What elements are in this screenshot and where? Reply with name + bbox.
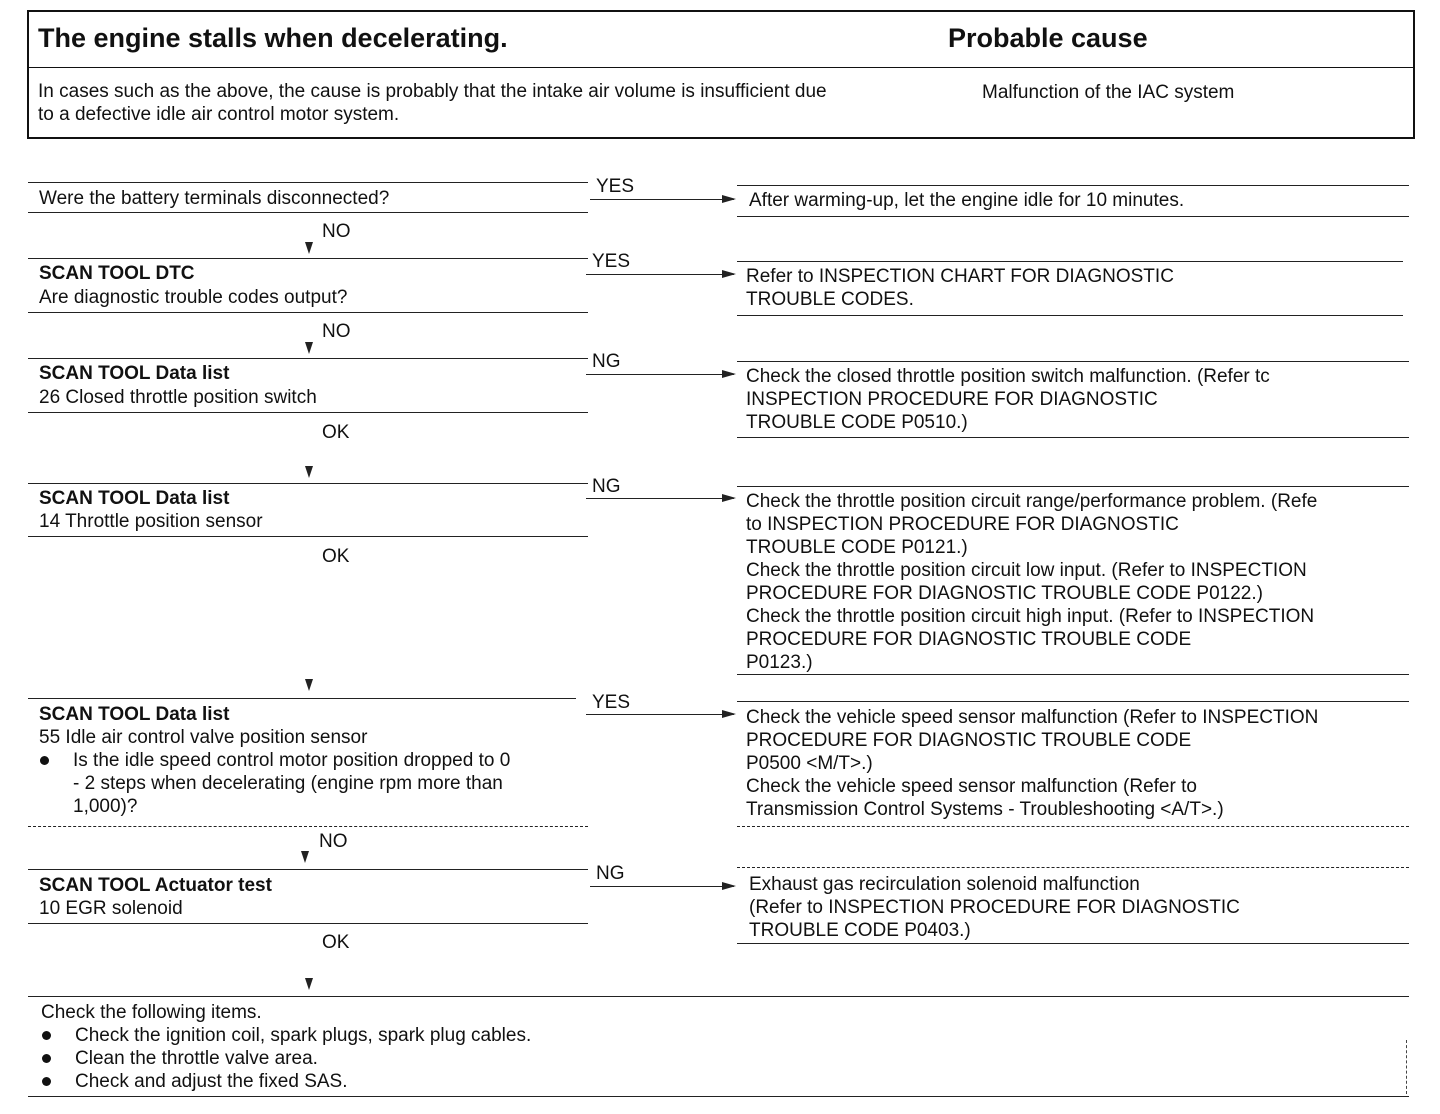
step-top-rule — [28, 483, 588, 484]
result-bottom-rule — [737, 943, 1409, 944]
result-line: INSPECTION PROCEDURE FOR DIAGNOSTIC — [746, 389, 1158, 410]
step-bullet — [36, 749, 510, 818]
bullet-item — [36, 749, 510, 818]
checklist-item: Check the ignition coil, spark plugs, spark plug cables. — [38, 1024, 531, 1047]
result-line: PROCEDURE FOR DIAGNOSTIC TROUBLE CODE — [746, 730, 1192, 751]
result-line: (Refer to INSPECTION PROCEDURE FOR DIAGNOSTIC — [749, 897, 1240, 918]
branch-arrow — [586, 714, 734, 715]
result-line: TROUBLE CODE P0121.) — [746, 537, 968, 558]
step-result — [746, 706, 1409, 821]
checklist-item: Clean the throttle valve area. — [38, 1047, 531, 1070]
header-divider — [27, 67, 1415, 68]
step-result — [746, 365, 1409, 434]
step-item: 26 Closed throttle position switch — [39, 387, 317, 408]
step-title: SCAN TOOL Data list — [39, 488, 230, 509]
result-top-rule — [737, 867, 1409, 868]
result-line: Transmission Control Systems - Troubleshooting <A/T>.) — [746, 799, 1224, 820]
branch-label-ng: NG — [596, 863, 625, 884]
bullet-line: 1,000)? — [73, 796, 138, 817]
step-bottom-rule — [28, 312, 588, 313]
result-bottom-rule — [737, 826, 1409, 827]
result-line: Exhaust gas recirculation solenoid malfunction — [749, 874, 1140, 895]
step-top-rule — [28, 258, 588, 259]
step-title: SCAN TOOL DTC — [39, 263, 195, 284]
bullet-line: - 2 steps when decelerating (engine rpm more than — [73, 773, 503, 794]
step-question: Were the battery terminals disconnected? — [39, 188, 390, 209]
step-bottom-rule — [28, 212, 588, 213]
final-top-rule — [28, 996, 1409, 997]
down-arrow-icon — [305, 679, 313, 691]
header-description-line: to a defective idle air control motor system. — [38, 104, 400, 125]
result-line: Check the throttle position circuit range/performance problem. (Refe — [746, 491, 1318, 512]
step-top-rule — [28, 358, 588, 359]
step-title: SCAN TOOL Data list — [39, 704, 230, 725]
result-top-rule — [737, 701, 1409, 702]
step-bottom-rule — [28, 536, 588, 537]
probable-cause-text: Malfunction of the IAC system — [982, 82, 1235, 103]
final-title: Check the following items. — [41, 1002, 262, 1023]
down-arrow-icon — [305, 466, 313, 478]
step-result — [746, 265, 1174, 311]
result-bottom-rule — [737, 674, 1409, 675]
down-arrow-icon — [305, 242, 313, 254]
next-label-no: NO — [322, 221, 351, 242]
result-line: PROCEDURE FOR DIAGNOSTIC TROUBLE CODE P0122.) — [746, 583, 1263, 604]
result-line: P0123.) — [746, 652, 813, 673]
next-label-ok: OK — [322, 422, 350, 443]
step-item: 55 Idle air control valve position sensor — [39, 727, 368, 748]
step-top-rule — [28, 698, 576, 699]
next-label-ok: OK — [322, 546, 350, 567]
step-title: SCAN TOOL Data list — [39, 363, 230, 384]
step-item: 14 Throttle position sensor — [39, 511, 263, 532]
final-checklist — [38, 1024, 531, 1093]
result-line: P0500 <M/T>.) — [746, 753, 873, 774]
next-label-no: NO — [322, 321, 351, 342]
final-bottom-rule — [28, 1096, 1409, 1097]
branch-label-ng: NG — [592, 476, 621, 497]
step-result — [749, 873, 1240, 942]
result-line: TROUBLE CODES. — [746, 289, 914, 310]
step-bottom-rule — [28, 412, 588, 413]
result-line: Refer to INSPECTION CHART FOR DIAGNOSTIC — [746, 266, 1174, 287]
result-line: After warming-up, let the engine idle for 10 minutes. — [749, 190, 1185, 211]
step-top-rule — [28, 869, 588, 870]
branch-arrow — [590, 199, 734, 200]
probable-cause-heading: Probable cause — [948, 23, 1148, 53]
down-arrow-icon — [301, 851, 309, 863]
next-label-ok: OK — [322, 932, 350, 953]
result-line: Check the throttle position circuit low input. (Refer to INSPECTION — [746, 560, 1307, 581]
branch-label-yes: YES — [596, 176, 635, 197]
step-question: Are diagnostic trouble codes output? — [39, 287, 348, 308]
result-line: Check the vehicle speed sensor malfunction (Refer to INSPECTION — [746, 707, 1319, 728]
branch-label-yes: YES — [592, 692, 631, 713]
result-top-rule — [737, 486, 1409, 487]
branch-arrow — [586, 498, 734, 499]
result-line: Check the throttle position circuit high input. (Refer to INSPECTION — [746, 606, 1315, 627]
step-bottom-rule — [28, 826, 588, 827]
result-line: PROCEDURE FOR DIAGNOSTIC TROUBLE CODE — [746, 629, 1192, 650]
result-line: Check the vehicle speed sensor malfunction (Refer to — [746, 776, 1197, 797]
branch-arrow — [590, 886, 734, 887]
branch-label-yes: YES — [592, 251, 631, 272]
branch-arrow — [586, 274, 734, 275]
result-bottom-rule — [737, 315, 1403, 316]
final-right-rule — [1406, 1040, 1407, 1094]
branch-label-ng: NG — [592, 351, 621, 372]
result-line: TROUBLE CODE P0403.) — [749, 920, 971, 941]
result-top-rule — [737, 361, 1409, 362]
result-line: TROUBLE CODE P0510.) — [746, 412, 968, 433]
down-arrow-icon — [305, 978, 313, 990]
step-bottom-rule — [28, 923, 588, 924]
branch-arrow — [586, 374, 734, 375]
down-arrow-icon — [305, 342, 313, 354]
checklist-item: Check and adjust the fixed SAS. — [38, 1070, 531, 1093]
step-result — [746, 490, 1409, 674]
header-description — [38, 80, 827, 126]
next-label-no: NO — [319, 831, 348, 852]
result-top-rule — [737, 261, 1403, 262]
header-description-line: In cases such as the above, the cause is probably that the intake air volume is insufficient due — [38, 81, 827, 102]
bullet-line: Is the idle speed control motor position dropped to 0 — [73, 750, 511, 771]
step-item: 10 EGR solenoid — [39, 898, 183, 919]
step-result — [749, 189, 1184, 212]
result-top-rule — [737, 185, 1409, 186]
result-line: Check the closed throttle position switch malfunction. (Refer tc — [746, 366, 1270, 387]
result-line: to INSPECTION PROCEDURE FOR DIAGNOSTIC — [746, 514, 1179, 535]
page-title: The engine stalls when decelerating. — [38, 23, 508, 53]
result-bottom-rule — [737, 216, 1409, 217]
result-bottom-rule — [737, 437, 1409, 438]
step-title: SCAN TOOL Actuator test — [39, 875, 272, 896]
step-top-rule — [28, 182, 588, 183]
